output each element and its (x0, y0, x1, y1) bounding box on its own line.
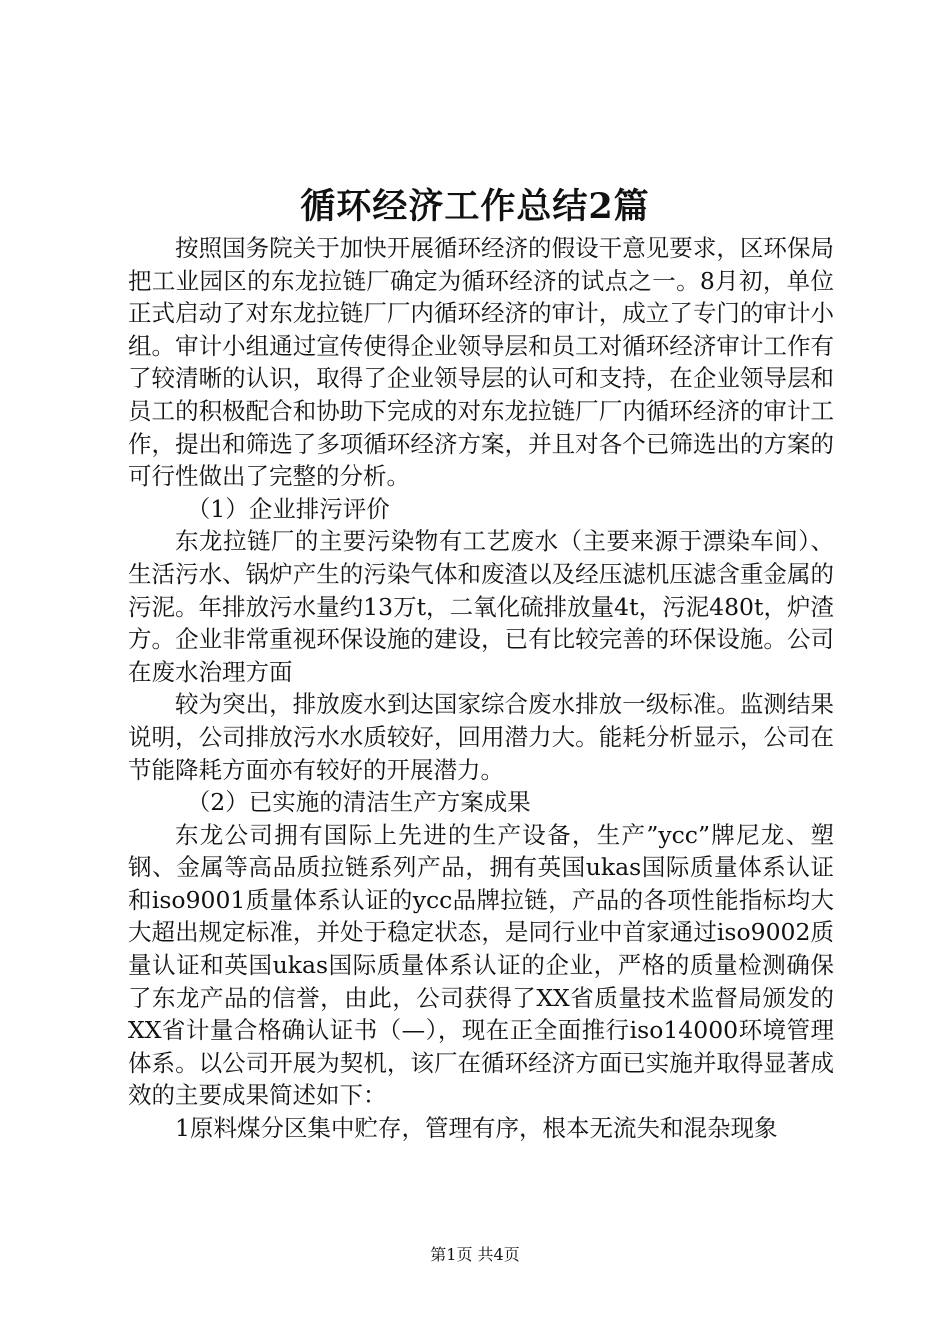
section-heading-2: （2）已实施的清洁生产方案成果 (186, 788, 531, 817)
document-body (128, 232, 834, 1145)
document-title: 循环经济工作总结2篇 (300, 186, 650, 227)
paragraph-wastewater: 较为突出，排放废水到达国家综合废水排放一级标准。监测结果说明，公司排放污水水质较好，回用潜力大。能耗分析显示，公司在节能降耗方面亦有较好的开展潜力。 (128, 690, 834, 784)
paragraph-item-1: 1原料煤分区集中贮存，管理有序，根本无流失和混杂现象 (175, 1114, 778, 1143)
paragraph-pollution: 东龙拉链厂的主要污染物有工艺废水（主要来源于漂染车间）、生活污水、锅炉产生的污染气体和废渣以及经压滤机压滤含重金属的污泥。年排放污水量约13万t，二氧化硫排放量4t，污泥480t，炉渣方。企业非常重视环保设施的建设，已有比较完善的环保设施。公司在废水治理方面 (128, 527, 834, 686)
page-number: 第1页 共4页 (430, 1245, 520, 1264)
paragraph-intro: 按照国务院关于加快开展循环经济的假设干意见要求，区环保局把工业园区的东龙拉链厂确定为循环经济的试点之一。8月初，单位正式启动了对东龙拉链厂厂内循环经济的审计，成立了专门的审计小组。审计小组通过宣传使得企业领导层和员工对循环经济审计工作有了较清晰的认识，取得了企业领导层的认可和支持，在企业领导层和员工的积极配合和协助下完成的对东龙拉链厂厂内循环经济的审计工作，提出和筛选了多项循环经济方案，并且对各个已筛选出的方案的可行性做出了完整的分析。 (128, 234, 834, 491)
section-heading-1: （1）企业排污评价 (186, 494, 390, 523)
paragraph-achievements: 东龙公司拥有国际上先进的生产设备，生产”ycc”牌尼龙、塑钢、金属等高品质拉链系列产品，拥有英国ukas国际质量体系认证和iso9001质量体系认证的ycc品牌拉链，产品的各项性能指标均大大超出规定标准，并处于稳定状态，是同行业中首家通过iso9002质量认证和英国ukas国际质量体系认证的企业，严格的质量检测确保了东龙产品的信誉，由此，公司获得了XX省质量技术监督局颁发的XX省计量合格确认证书（—），现在正全面推行iso14000环境管理体系。以公司开展为契机，该厂在循环经济方面已实施并取得显著成效的主要成果简述如下： (128, 820, 834, 1110)
